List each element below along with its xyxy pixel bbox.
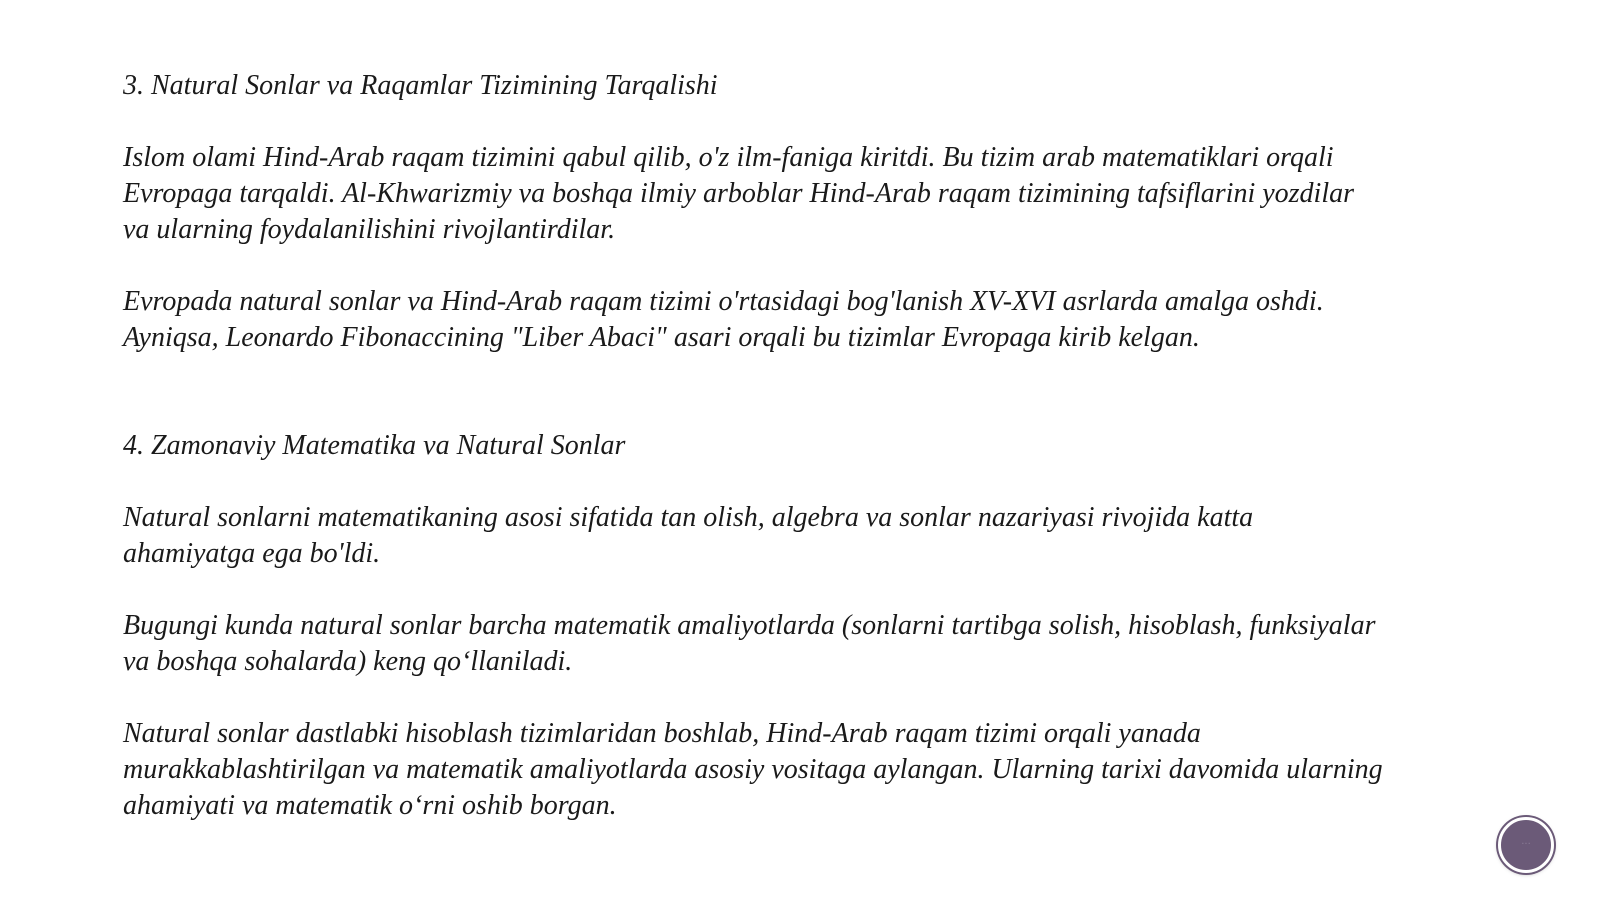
section-3-paragraph-2: Evropada natural sonlar va Hind-Arab raqam tizimi o'rtasidagi bog'lanish XV-XVI asrlarda amalga oshdi. Ayniqsa, Leonardo Fibonaccining "Liber Abaci" asari orqali bu tizimlar Evropaga kirib kelgan. [123,286,1324,353]
spacer [123,572,1383,608]
section-3-heading: 3. Natural Sonlar va Raqamlar Tizimining Tarqalishi [123,70,718,101]
spacer [123,356,1383,428]
section-4-heading: 4. Zamonaviy Matematika va Natural Sonlar [123,430,626,461]
section-4-paragraph-1: Natural sonlarni matematikaning asosi sifatida tan olish, algebra va sonlar nazariyasi rivojida katta ahamiyatga ega bo'ldi. [123,502,1254,569]
spacer [123,248,1383,284]
spacer [123,464,1383,500]
slide-nav-button[interactable] [1498,817,1554,873]
section-4-paragraph-2: Bugungi kunda natural sonlar barcha matematik amaliyotlarda (sonlarni tartibga solish, hisoblash, funksiyalar va boshqa sohalarda) keng qo‘llaniladi. [123,610,1376,677]
dots-icon: ··· [1521,839,1531,850]
section-4-paragraph-3: Natural sonlar dastlabki hisoblash tizimlaridan boshlab, Hind-Arab raqam tizimi orqali yanada murakkablashtirilgan va matematik amaliyotlarda asosiy vositaga aylangan. Ularning tarixi davomida ularning ahamiyati va matematik o‘rni oshib borgan. [123,718,1383,821]
section-3-paragraph-1: Islom olami Hind-Arab raqam tizimini qabul qilib, o'z ilm-faniga kiritdi. Bu tizim arab matematiklari orqali Evropaga tarqaldi. Al-Khwarizmiy va boshqa ilmiy arboblar Hind-Arab raqam tizimining tafsiflarini yozdilar va ularning foydalanilishini rivojlantirdilar. [123,142,1355,245]
spacer [123,104,1383,140]
spacer [123,680,1383,716]
slide-body [123,68,1383,824]
